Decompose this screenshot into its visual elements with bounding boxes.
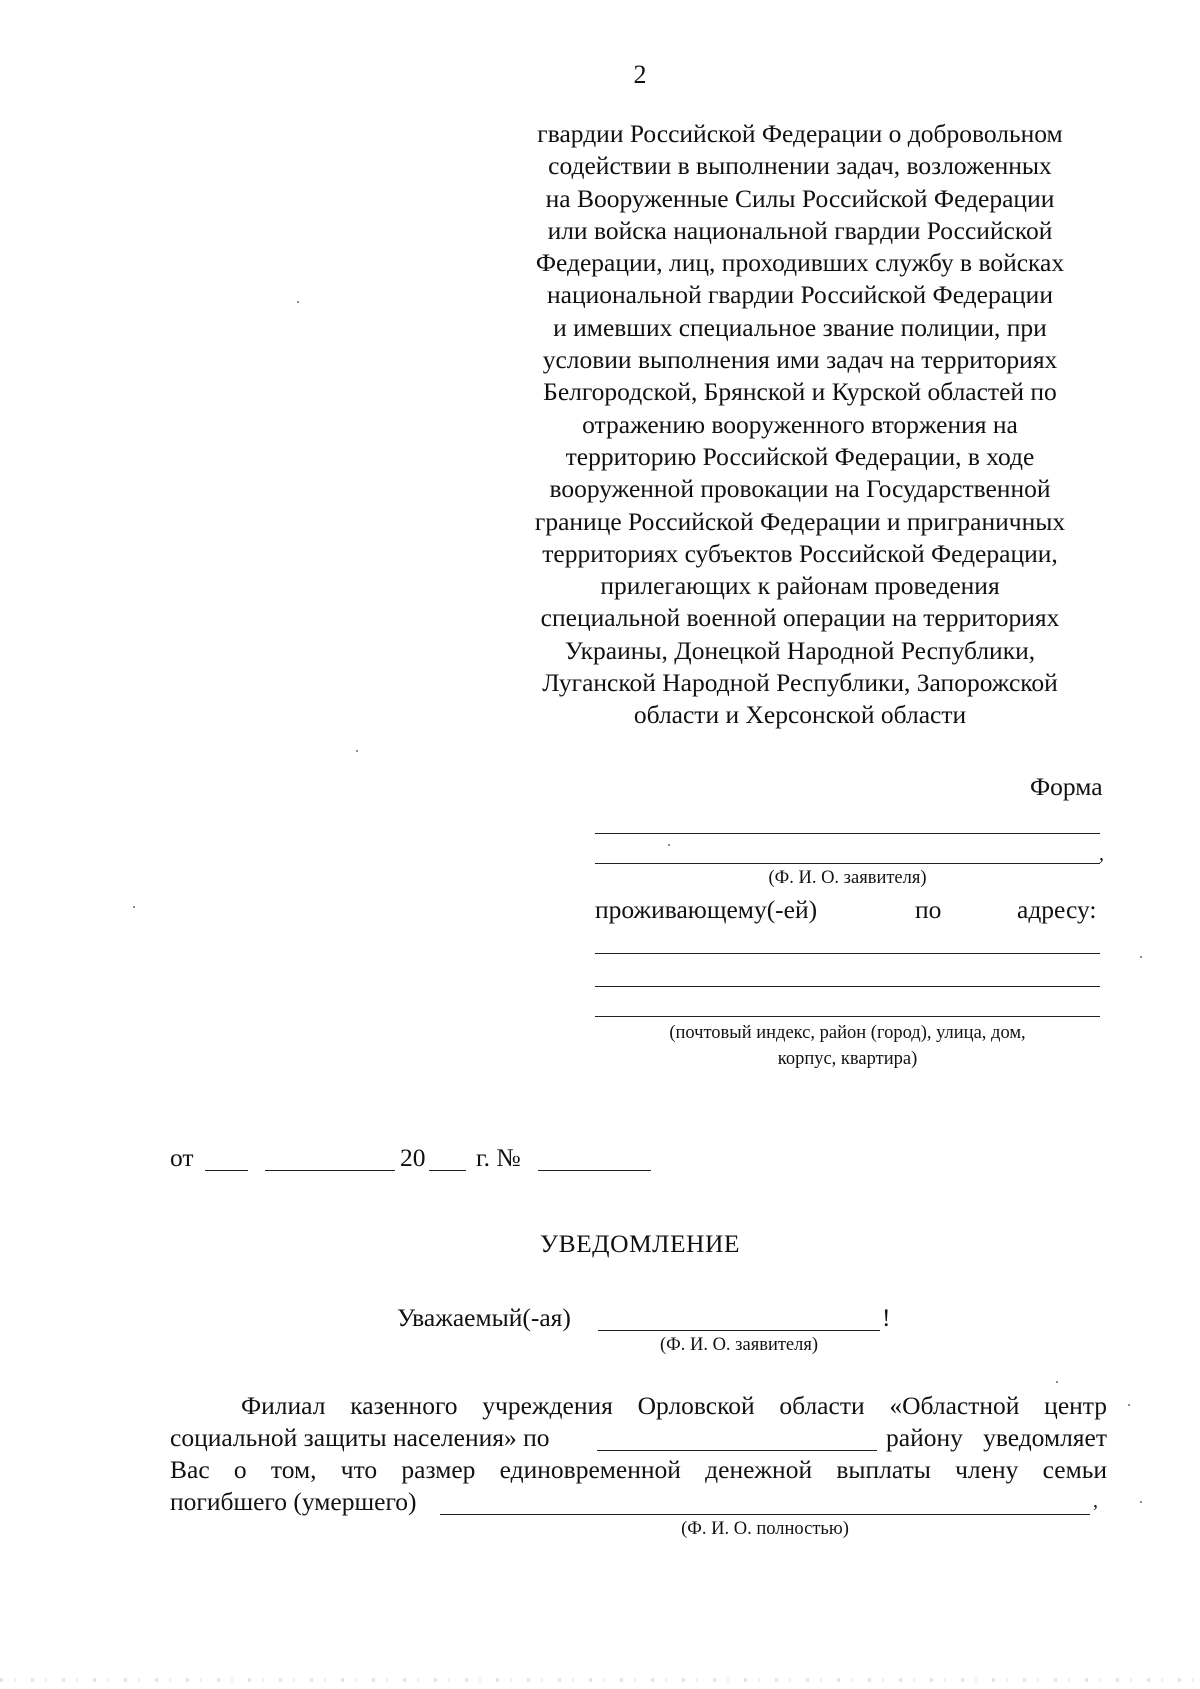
body-line-4-comma: , (1093, 1490, 1098, 1512)
date-year-field[interactable] (429, 1170, 466, 1171)
date-month-field[interactable] (265, 1170, 395, 1171)
salutation-text: Уважаемый(-ая) (397, 1303, 571, 1332)
date-year-prefix: 20 (400, 1143, 426, 1172)
address-caption-line-1: (почтовый индекс, район (город), улица, дом, (669, 1023, 1026, 1043)
scan-speck (356, 750, 358, 752)
header-line: Луганской Народной Республики, Запорожской (542, 668, 1058, 698)
scan-speck (133, 906, 135, 908)
header-line: или войска национальной гвардии Российской (547, 215, 1053, 245)
body-line-3: Вас о том, что размер единовременной денежной выплаты члену семьи (170, 1455, 1107, 1484)
header-text-block (505, 118, 1095, 732)
header-line: территорию Российской Федерации, в ходе (565, 441, 1035, 471)
address-line-1[interactable] (595, 953, 1100, 954)
header-line: Федерации, лиц, проходивших службу в войсках (535, 248, 1065, 278)
scan-edge-artifacts (0, 1678, 1200, 1682)
body-line-2-end: району уведомляет (886, 1423, 1107, 1452)
applicant-name-line-1[interactable] (595, 833, 1100, 834)
body-line-4-start: погибшего (умершего) (170, 1487, 417, 1516)
header-line: вооруженной провокации на Государственной (549, 474, 1051, 504)
form-label: Форма (1030, 772, 1103, 801)
scan-speck (1140, 1501, 1142, 1503)
notice-title: УВЕДОМЛЕНИЕ (540, 1229, 740, 1258)
header-line: отражению вооруженного вторжения на (582, 409, 1018, 439)
date-from-label: от (170, 1143, 194, 1172)
header-line: на Вооруженные Силы Российской Федерации (545, 183, 1055, 213)
district-field[interactable] (597, 1450, 877, 1451)
salutation-name-field[interactable] (598, 1330, 880, 1331)
residing-label-word-2: по (915, 895, 942, 924)
scan-speck (1056, 1381, 1058, 1383)
header-line: территориях субъектов Российской Федерации, (542, 538, 1058, 568)
page-number: 2 (633, 60, 647, 89)
header-line: условии выполнения ими задач на территориях (542, 345, 1058, 375)
residing-label-word-1: проживающему(-ей) (595, 895, 818, 924)
deceased-name-caption: (Ф. И. О. полностью) (681, 1519, 849, 1539)
address-line-2[interactable] (595, 986, 1100, 987)
address-line-3[interactable] (595, 1016, 1100, 1017)
body-line-1: Филиал казенного учреждения Орловской области «Областной центр (241, 1391, 1107, 1420)
document-number-field[interactable] (538, 1170, 651, 1171)
header-line: и имевших специальное звание полиции, при (553, 312, 1047, 342)
salutation-exclamation: ! (882, 1303, 891, 1332)
applicant-name-line-2[interactable] (595, 863, 1100, 864)
scan-speck (1128, 1404, 1130, 1406)
header-line: содействии в выполнении задач, возложенных (548, 151, 1052, 181)
scan-speck (668, 844, 670, 846)
header-line: области и Херсонской области (633, 700, 967, 730)
date-day-field[interactable] (205, 1170, 248, 1171)
deceased-name-field[interactable] (440, 1514, 1090, 1515)
header-line: специальной военной операции на территориях (540, 603, 1060, 633)
applicant-name-caption: (Ф. И. О. заявителя) (768, 868, 927, 888)
header-line: гвардии Российской Федерации о добровольном (537, 119, 1063, 148)
header-line: Белгородской, Брянской и Курской областей по (543, 377, 1057, 407)
applicant-name-comma: , (1099, 843, 1104, 865)
header-line: Украины, Донецкой Народной Республики, (564, 635, 1036, 665)
header-line: границе Российской Федерации и приграничных (534, 506, 1066, 536)
body-line-2-start: социальной защиты населения» по (170, 1423, 550, 1452)
scan-speck (1140, 956, 1142, 958)
header-line: прилегающих к районам проведения (600, 571, 1000, 601)
date-year-number-label: г. № (476, 1143, 521, 1172)
address-caption-line-2: корпус, квартира) (777, 1049, 918, 1069)
scan-speck (297, 301, 299, 303)
header-line: национальной гвардии Российской Федерации (547, 280, 1053, 310)
salutation-caption: (Ф. И. О. заявителя) (659, 1335, 819, 1355)
residing-label-word-3: адресу: (1017, 895, 1097, 924)
